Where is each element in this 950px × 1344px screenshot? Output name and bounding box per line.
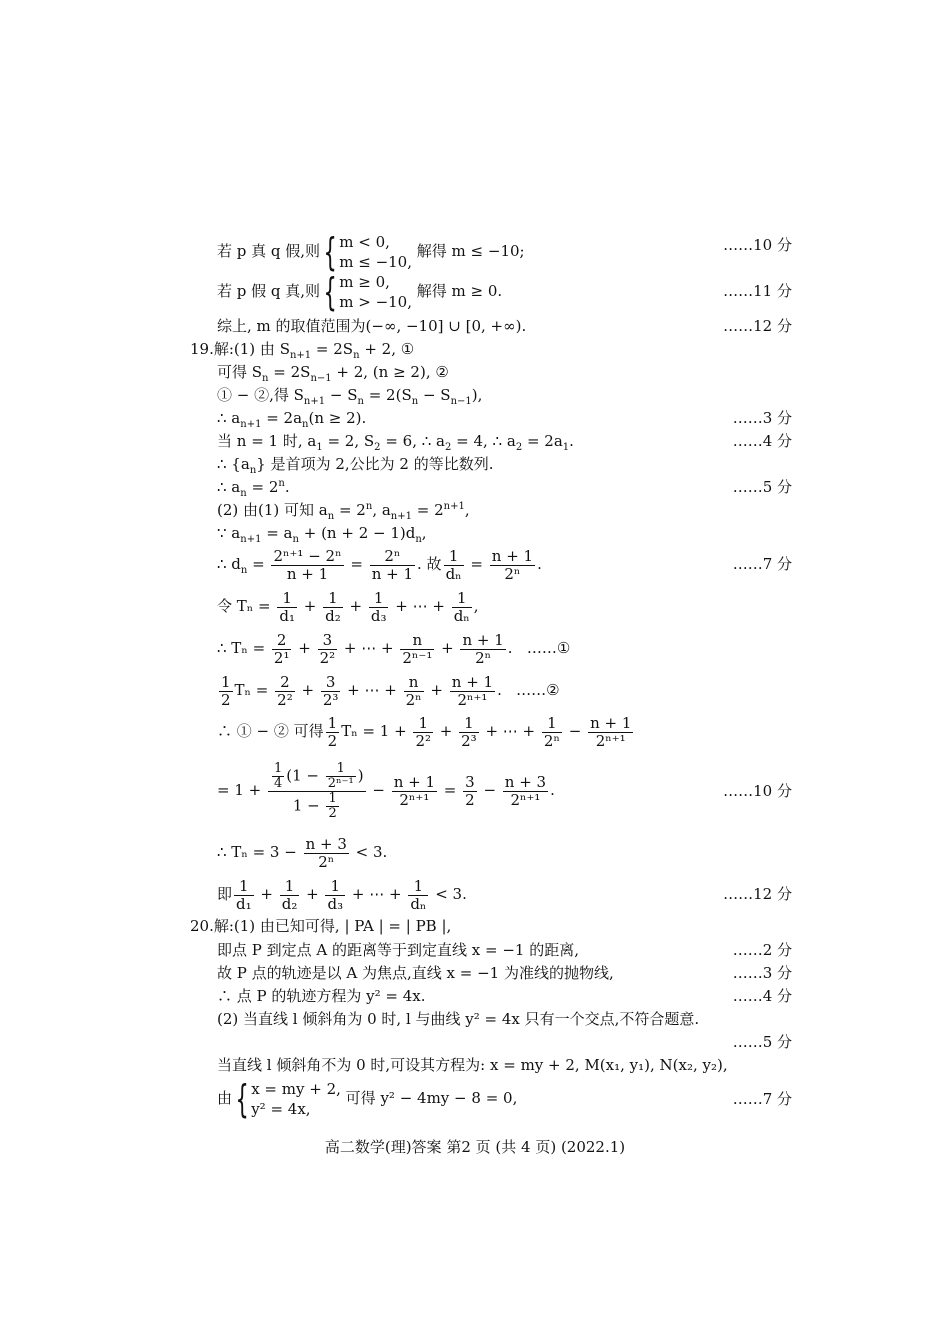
conclusion-line: 综上, m 的取值范围为(−∞, −10] ∪ [0, +∞). xyxy=(217,317,527,335)
fraction: $\frac{1}{\text{d₃}}$ xyxy=(327,876,344,913)
fraction: $\frac{1}{\text{d₃}}$ xyxy=(370,588,387,625)
score-5b: ……5 分 xyxy=(732,1033,792,1051)
score-3b: ……3 分 xyxy=(732,964,792,982)
fraction: $\frac{3}{\text{2²}}$ xyxy=(319,630,336,667)
fraction: $\frac{2}{\text{2²}}$ xyxy=(277,672,293,709)
fraction: $\frac{\text{2ⁿ}}{n + 1}$ xyxy=(371,546,414,583)
page-footer: 高二数学(理)答案 第2 页 (共 4 页) (2022.1) xyxy=(324,1138,626,1156)
fraction: $\frac{n}{\text{2ⁿ⁻¹}}$ xyxy=(402,630,433,667)
tn-expression-1: ∴ Tₙ = $\frac{2}{\text{2¹}}$ + $\frac{3}{\text{2²}}$ + ⋯ + $\frac{n}{\text{2ⁿ⁻¹}}$ + $\frac{n + 1}{\text{2ⁿ}}$ . ……① xyxy=(217,630,571,667)
q20-line3: 故 P 点的轨迹是以 A 为焦点,直线 x = −1 为准线的抛物线, xyxy=(217,964,614,982)
q20-system: 由{ x = my + 2, y² = 4x, 可得 y² − 4my − 8 = 0, xyxy=(217,1077,518,1121)
fraction: $\frac{1}{4}$ xyxy=(273,760,283,791)
score-10: ……10 分 xyxy=(723,236,792,254)
fraction: $\frac{1}{\text{d₁}}$ xyxy=(236,876,252,913)
tn-expression-2: $\frac{1}{2}$ Tₙ = $\frac{2}{\text{2²}}$ + $\frac{3}{\text{2³}}$ + ⋯ + $\frac{n}{\text{2ⁿ}}$ + $\frac{n + 1}{\text{2ⁿ⁺¹}}$ . ……② xyxy=(221,672,560,709)
fraction: $\frac{1}{\text{2ⁿ}}$ xyxy=(543,713,560,750)
fraction: $\frac{1}{\text{d₂}}$ xyxy=(325,588,341,625)
fraction: $\frac{1}{\text{2³}}$ xyxy=(461,713,477,750)
q19-line6: ∴ $\{a_n\}$ 是首项为 2,公比为 2 的等比数列. xyxy=(217,455,494,476)
tn-bound: ∴ Tₙ = 3 − $\frac{n + 3}{\text{2ⁿ}}$ < 3. xyxy=(217,834,388,871)
complex-fraction: $\frac{1}{4}$ (1 − $\frac{1}{\text{2ⁿ⁻¹}}$ ) 1 − $\frac{1}{2}$ xyxy=(268,762,366,821)
fraction: $\frac{3}{\text{2³}}$ xyxy=(322,672,339,709)
case-p-true-q-false: 若 p 真 q 假,则{ m < 0, m ≤ −10, 解得 m ≤ −10; xyxy=(217,230,525,274)
q19-line2: 可得 $S_n = 2S_{n-1} + 2$, (n ≥ 2), ② xyxy=(217,363,449,384)
tn-definition: 令 Tₙ = $\frac{1}{\text{d₁}}$ + $\frac{1}{\text{d₂}}$ + $\frac{1}{\text{d₃}}$ + ⋯ + $\frac{1}{\text{dₙ}}$ , xyxy=(217,588,479,625)
q19-line3: ① − ②,得 $S_{n+1} - S_n = 2(S_n - S_{n-1})$, xyxy=(217,386,483,407)
dn-formula: ∴ $d_n$ = $\frac{\text{2ⁿ⁺¹ − 2ⁿ}}{n + 1}$ = $\frac{\text{2ⁿ}}{n + 1}$ . 故 $\frac{1}{\text{dₙ}}$ = $\frac{n + 1}{\text{2ⁿ}}$ . xyxy=(217,546,542,583)
score-10b: ……10 分 xyxy=(723,782,792,800)
score-7: ……7 分 xyxy=(732,555,792,573)
fraction: $\frac{n + 1}{\text{2ⁿ}}$ xyxy=(462,630,504,667)
score-12b: ……12 分 xyxy=(723,885,792,903)
score-4b: ……4 分 xyxy=(732,987,792,1005)
score-5: ……5 分 xyxy=(732,478,792,496)
q19-line8: (2) 由(1) 可知 $a_n = 2^n$, $a_{n+1} = 2^{n+1}$, xyxy=(217,501,470,522)
score-7b: ……7 分 xyxy=(732,1090,792,1108)
q20-line5: (2) 当直线 l 倾斜角为 0 时, l 与曲线 y² = 4x 只有一个交点,不符合题意. xyxy=(217,1010,700,1028)
fraction: $\frac{n + 3}{\text{2ⁿ}}$ xyxy=(305,834,347,871)
brace-icon: { xyxy=(323,230,337,274)
fraction: $\frac{n + 1}{\text{2ⁿ⁺¹}}$ xyxy=(590,713,632,750)
sum-result: = 1 + $\frac{1}{4}$ (1 − $\frac{1}{\text{2ⁿ⁻¹}}$ ) 1 − $\frac{1}{2}$ − $\frac{n + 1}{\text{2ⁿ⁺¹}}$ = $\frac{3}{2}$ − $\frac{n + 3}{\text{2ⁿ⁺¹}}$ . xyxy=(217,760,555,821)
brace-icon: { xyxy=(235,1077,249,1121)
final-inequality: 即 $\frac{1}{\text{d₁}}$ + $\frac{1}{\text{d₂}}$ + $\frac{1}{\text{d₃}}$ + ⋯ + $\frac{1}{\text{dₙ}}$ < 3. xyxy=(217,876,467,913)
fraction: $\frac{n}{\text{2ⁿ}}$ xyxy=(405,672,422,709)
q20-line4: ∴ 点 P 的轨迹方程为 y² = 4x. xyxy=(217,987,426,1005)
fraction: $\frac{1}{\text{2ⁿ⁻¹}}$ xyxy=(327,760,354,791)
q20-line2: 即点 P 到定点 A 的距离等于到定直线 x = −1 的距离, xyxy=(217,941,579,959)
score-4: ……4 分 xyxy=(732,432,792,450)
equation-system: x = my + 2, y² = 4x, xyxy=(251,1080,341,1118)
brace-icon: { xyxy=(323,270,337,314)
fraction: $\frac{1}{\text{dₙ}}$ xyxy=(453,588,470,625)
fraction: $\frac{n + 1}{\text{2ⁿ⁺¹}}$ xyxy=(451,672,494,709)
score-12: ……12 分 xyxy=(723,317,792,335)
fraction: $\frac{1}{\text{d₁}}$ xyxy=(279,588,295,625)
q19-line7: ∴ $a_n = 2^n$. xyxy=(217,478,290,499)
fraction: $\frac{\text{2ⁿ⁺¹ − 2ⁿ}}{n + 1}$ xyxy=(273,546,342,583)
score-2: ……2 分 xyxy=(732,941,792,959)
fraction: $\frac{1}{2}$ xyxy=(327,713,338,750)
q19-line9: ∵ $a_{n+1} = a_n + (n + 2 - 1)d_n$, xyxy=(217,524,427,545)
q20-line1: 20.解:(1) 由已知可得, | PA | = | PB |, xyxy=(190,917,452,935)
score-3: ……3 分 xyxy=(732,409,792,427)
subtraction-line: ∴ ① − ② 可得 $\frac{1}{2}$ Tₙ = 1 + $\frac{1}{\text{2²}}$ + $\frac{1}{\text{2³}}$ + ⋯ + $\frac{1}{\text{2ⁿ}}$ − $\frac{n + 1}{\text{2ⁿ⁺¹}}$ xyxy=(217,713,632,750)
fraction: $\frac{1}{\text{2²}}$ xyxy=(415,713,432,750)
score-11: ……11 分 xyxy=(723,282,792,300)
fraction: $\frac{1}{2}$ xyxy=(328,790,337,821)
fraction: $\frac{1}{2}$ xyxy=(221,672,231,709)
q19-line5: 当 n = 1 时, $a_1 = 2$, $S_2 = 6$, ∴ $a_2 = 4$, ∴ $a_2 = 2a_1$. xyxy=(217,432,574,453)
inequality-system: m < 0, m ≤ −10, xyxy=(339,233,412,271)
q20-line6: 当直线 l 倾斜角不为 0 时,可设其方程为: x = my + 2, M(x₁, y₁), N(x₂, y₂), xyxy=(217,1056,728,1074)
fraction: $\frac{2}{\text{2¹}}$ xyxy=(273,630,290,667)
case-p-false-q-true: 若 p 假 q 真,则{ m ≥ 0, m > −10, 解得 m ≥ 0. xyxy=(217,270,503,314)
fraction: $\frac{n + 1}{\text{2ⁿ⁺¹}}$ xyxy=(393,772,436,809)
fraction: $\frac{1}{\text{dₙ}}$ xyxy=(445,546,462,583)
inequality-system: m ≥ 0, m > −10, xyxy=(339,273,412,311)
fraction: $\frac{3}{2}$ xyxy=(465,772,475,809)
fraction: $\frac{n + 1}{\text{2ⁿ}}$ xyxy=(491,546,534,583)
q19-line4: ∴ $a_{n+1} = 2a_n(n \ge 2)$. xyxy=(217,409,367,430)
fraction: $\frac{1}{\text{dₙ}}$ xyxy=(410,876,427,913)
fraction: $\frac{1}{\text{d₂}}$ xyxy=(281,876,298,913)
fraction: $\frac{n + 3}{\text{2ⁿ⁺¹}}$ xyxy=(504,772,547,809)
q19-line1: 19.解:(1) 由 $S_{n+1} = 2S_n + 2$, ① xyxy=(190,340,415,361)
